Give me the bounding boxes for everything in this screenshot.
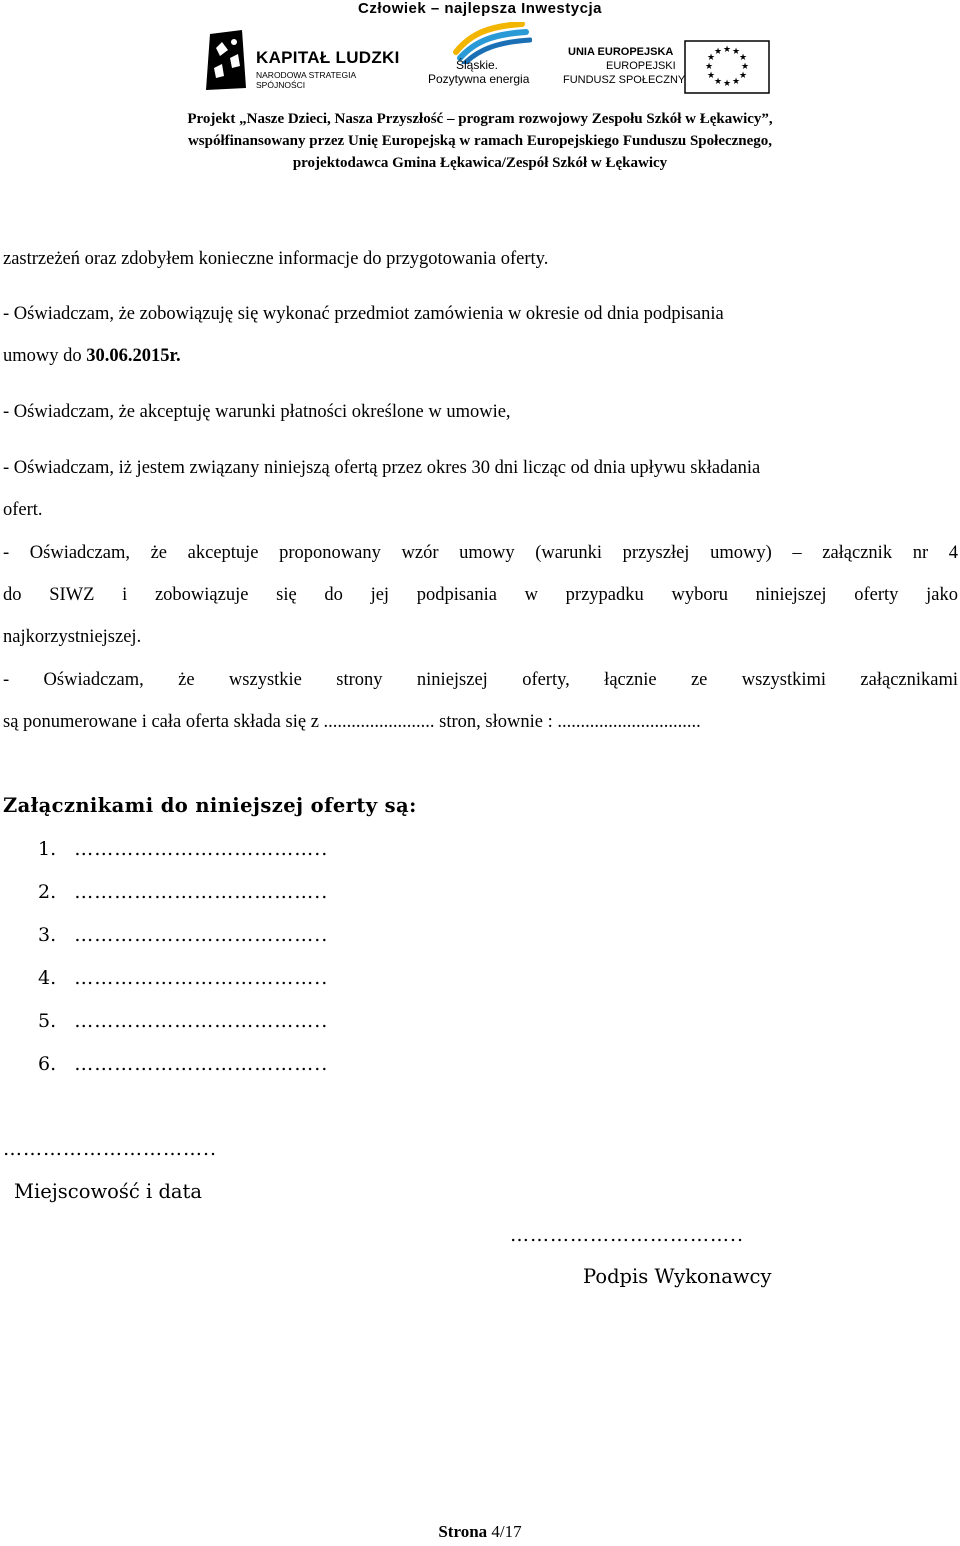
kapital-ludzki-subtitle: NARODOWA STRATEGIA SPÓJNOŚCI — [256, 70, 356, 90]
eu-line2: EUROPEJSKI — [606, 60, 676, 72]
attachment-number: 1. — [38, 838, 57, 860]
paragraph-2-line-1: - Oświadczam, że zobowiązuję się wykonać przedmiot zamówienia w okresie od dnia podpisania — [3, 304, 724, 324]
paragraph-4-line-1: - Oświadczam, iż jestem związany niniejszą ofertą przez okres 30 dni licząc od dnia upływu składania — [3, 458, 761, 478]
svg-text:★: ★ — [732, 77, 741, 87]
svg-text:★: ★ — [723, 79, 732, 89]
paragraph-5-line-2: do SIWZ i zobowiązuje się do jej podpisania w przypadku wyboru niniejszej oferty jako — [3, 585, 958, 605]
svg-text:★: ★ — [707, 53, 716, 63]
svg-text:★: ★ — [705, 62, 714, 72]
attachment-dots: ……………………………….. — [74, 838, 329, 860]
paragraph-4-line-2: ofert. — [3, 500, 43, 520]
slaskie-line2: Pozytywna energia — [428, 72, 530, 86]
attachment-dots: ……………………………….. — [74, 967, 329, 989]
paragraph-1: zastrzeżeń oraz zdobyłem konieczne informacje do przygotowania oferty. — [3, 249, 549, 269]
project-line-3: projektodawca Gmina Łękawica/Zespół Szkół w Łękawicy — [292, 155, 668, 171]
attachment-number: 5. — [38, 1010, 57, 1032]
kapital-ludzki-title: KAPITAŁ LUDZKI — [256, 48, 400, 67]
project-line-2: współfinansowany przez Unię Europejską w ramach Europejskiego Funduszu Społecznego, — [187, 133, 773, 149]
eu-flag-icon — [684, 40, 770, 94]
signature-label: Podpis Wykonawcy — [583, 1265, 772, 1288]
attachment-item — [38, 1010, 328, 1032]
project-info — [0, 108, 960, 174]
place-date-dots: ………………………….. — [3, 1138, 218, 1160]
attachment-dots: ……………………………….. — [74, 924, 329, 946]
page-label: Strona — [438, 1522, 488, 1541]
attachment-dots: ……………………………….. — [74, 1053, 329, 1075]
attachment-number: 6. — [38, 1053, 57, 1075]
paragraph-3: - Oświadczam, że akceptuję warunki płatności określone w umowie, — [3, 402, 511, 422]
paragraph-5-line-3: najkorzystniejszej. — [3, 627, 142, 647]
attachment-dots: ……………………………….. — [74, 1010, 329, 1032]
paragraph-2-line-2 — [3, 343, 958, 369]
attachment-item — [38, 1053, 328, 1075]
deadline-date: 30.06.2015r. — [86, 346, 181, 366]
page-footer — [0, 1522, 960, 1542]
place-date-label: Miejscowość i data — [14, 1180, 203, 1203]
attachment-item — [38, 838, 328, 860]
paragraph-2-prefix: umowy do — [3, 346, 87, 366]
slaskie-line1: Śląskie. — [456, 58, 499, 72]
svg-text:★: ★ — [741, 62, 750, 72]
svg-text:★: ★ — [739, 71, 748, 81]
eu-logo — [560, 40, 775, 94]
svg-text:★: ★ — [714, 77, 723, 87]
kapital-ludzki-emblem-icon — [202, 28, 250, 92]
attachment-item — [38, 881, 328, 903]
attachment-number: 2. — [38, 881, 57, 903]
header-slogan: Człowiek – najlepsza Inwestycja — [358, 0, 602, 17]
paragraph-6-line-1: - Oświadczam, że wszystkie strony niniejszej oferty, łącznie ze wszystkimi załącznikami — [3, 670, 958, 690]
signature-dots: …………………………….. — [510, 1224, 745, 1246]
svg-text:★: ★ — [707, 71, 716, 81]
paragraph-5-line-1: - Oświadczam, że akceptuje proponowany wzór umowy (warunki przyszłej umowy) – załącznik nr 4 — [3, 543, 958, 563]
kapital-ludzki-logo — [200, 28, 400, 94]
attachments-heading: Załącznikami do niniejszej oferty są: — [3, 794, 417, 817]
attachment-dots: ……………………………….. — [74, 881, 329, 903]
page-number: 4/17 — [491, 1522, 522, 1541]
slaskie-logo — [422, 22, 542, 88]
svg-text:★: ★ — [723, 45, 732, 55]
svg-text:★: ★ — [739, 53, 748, 63]
project-line-1: Projekt „Nasze Dzieci, Nasza Przyszłość – program rozwojowy Zespołu Szkół w Łękawicy”, — [187, 111, 773, 127]
eu-line1: UNIA EUROPEJSKA — [568, 46, 674, 58]
attachment-number: 3. — [38, 924, 57, 946]
attachment-item — [38, 967, 328, 989]
attachment-item — [38, 924, 328, 946]
svg-text:★: ★ — [714, 47, 723, 57]
eu-line3: FUNDUSZ SPOŁECZNY — [563, 74, 686, 86]
svg-text:★: ★ — [732, 47, 741, 57]
paragraph-6-line-2: są ponumerowane i cała oferta składa się z ........................ stron, słownie : ............................... — [3, 712, 701, 732]
attachment-number: 4. — [38, 967, 57, 989]
